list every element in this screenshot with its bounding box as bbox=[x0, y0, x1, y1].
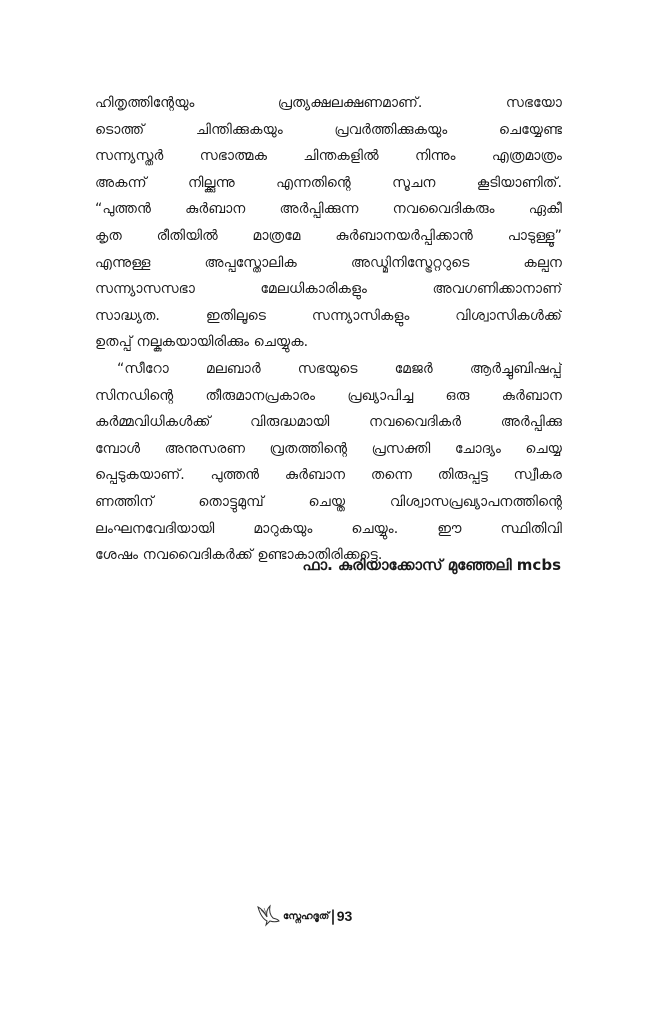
text-line: ഉതപ്പ് നല്കുകയായിരിക്കും ചെയ്യുക. bbox=[95, 334, 309, 351]
text-line: ടൊത്ത് ചിന്തിക്കുകയും പ്രവർത്തിക്കുകയും ചെയ്യേണ്ട bbox=[95, 121, 562, 138]
text-line: ശേഷം നവവൈദികർക്ക് ഉണ്ടാകാതിരിക്കട്ടെ. bbox=[95, 547, 383, 564]
text-line: സാദ്ധ്യത. ഇതിലൂടെ സന്ന്യാസികളും വിശ്വാസികൾക്ക് bbox=[95, 307, 562, 324]
logo-text: സ്നേഹദൂത് bbox=[283, 910, 330, 922]
text-line: “പുത്തൻ കുർബാന അർപ്പിക്കുന്ന നവവൈദികരും ഏകീ bbox=[95, 201, 562, 218]
text-line: പ്പെടുകയാണ്. പുത്തൻ കുർബാന തന്നെ തിരുപ്പട്ട സ്വീകര bbox=[95, 467, 562, 484]
text-line: കൃത രീതിയിൽ മാത്രമേ കുർബാനയർപ്പിക്കാൻ പാടുള്ളൂ” bbox=[95, 227, 562, 244]
publication-logo bbox=[255, 903, 329, 929]
author-signature: ഫാ. കുരിയാക്കോസ് മുഞ്ഞേലി mcbs bbox=[302, 556, 561, 574]
dove-icon bbox=[255, 903, 281, 929]
text-line: “സീറോ മലബാർ സഭയുടെ മേജർ ആർച്ചുബിഷപ്പ് bbox=[117, 360, 562, 377]
page-footer bbox=[255, 902, 352, 930]
footer-separator: | bbox=[330, 907, 336, 925]
text-line: ലംഘനവേദിയായി മാറുകയും ചെയ്യും. ഈ സ്ഥിതിവി bbox=[95, 520, 562, 537]
text-line: സന്ന്യസ്തർ സഭാത്മക ചിന്തകളിൽ നിന്നും എത്രമാത്രം bbox=[95, 148, 562, 165]
text-line: ഹിതൃത്തിന്റേയും പ്രത്യക്ഷലക്ഷണമാണ്. സഭയോ bbox=[95, 95, 562, 111]
text-line: കർമ്മവിധികൾക്ക് വിരുദ്ധമായി നവവൈദികർ അർപ്പിക്കു bbox=[95, 414, 562, 431]
page-number: 93 bbox=[336, 908, 353, 924]
text-line: സിനഡിന്റെ തീരുമാനപ്രകാരം പ്രഖ്യാപിച്ച ഒരു കുർബാന bbox=[95, 387, 562, 404]
body-text bbox=[95, 90, 562, 569]
text-line: മ്പോൾ അനുസരണ വ്രതത്തിന്റെ പ്രസക്തി ചോദ്യം ചെയ്യ bbox=[95, 440, 562, 457]
text-line: എന്നുള്ള അപ്പസ്തോലിക അഡ്മിനിസ്ട്രേറ്ററുടെ കല്പന bbox=[95, 254, 562, 271]
text-line: അകന്ന് നില്ക്കുന്നു എന്നതിന്റെ സൂചന കൂടിയാണിത്. bbox=[95, 174, 562, 191]
text-line: ണത്തിന് തൊട്ടുമുമ്പ് ചെയ്ത വിശ്വാസപ്രഖ്യാപനത്തിന്റെ bbox=[95, 493, 562, 510]
text-line: സന്ന്യാസസഭാ മേലധികാരികളും അവഗണിക്കാനാണ് bbox=[95, 281, 562, 298]
